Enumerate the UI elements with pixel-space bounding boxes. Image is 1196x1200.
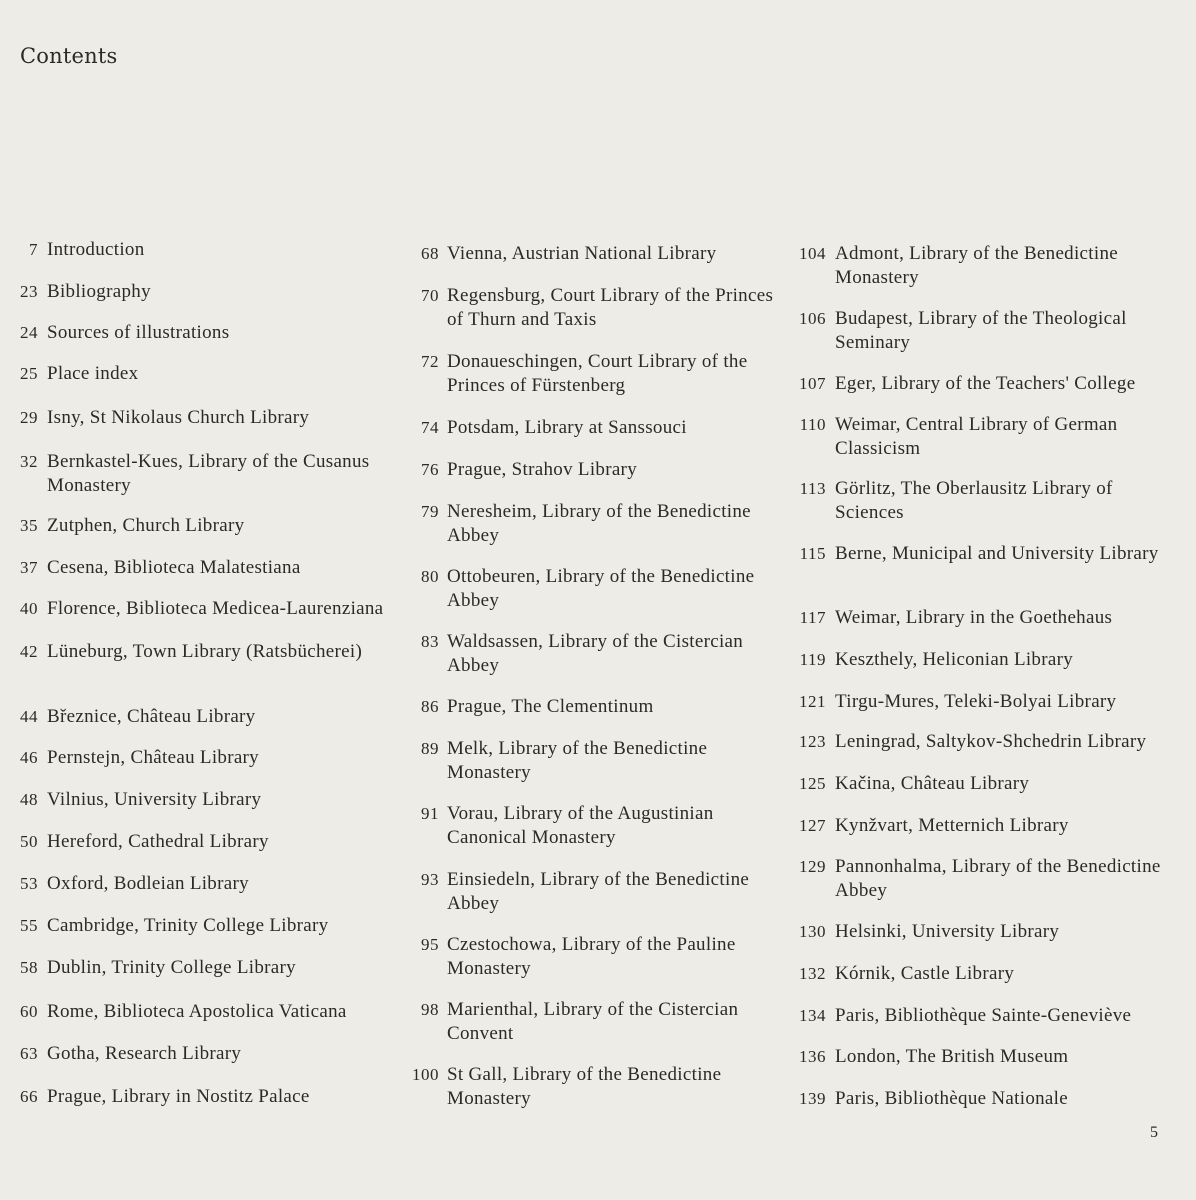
- toc-entry-title: Cambridge, Trinity College Library: [47, 915, 329, 936]
- toc-entry: [0, 1042, 395, 1066]
- toc-entry: [400, 416, 780, 440]
- toc-entry-title: Görlitz, The Oberlausitz Library of Sciences: [835, 478, 1113, 523]
- toc-entry-title: Isny, St Nikolaus Church Library: [47, 407, 310, 428]
- toc-entry: [0, 872, 395, 896]
- toc-page-number: 35: [20, 516, 38, 535]
- toc-page-number: 132: [799, 964, 826, 983]
- toc-entry: [400, 284, 780, 331]
- toc-entry-title: Melk, Library of the Benedictine Monastery: [447, 738, 708, 783]
- toc-entry-title: Tirgu-Mures, Teleki-Bolyai Library: [835, 691, 1117, 712]
- toc-page-number: 74: [421, 418, 439, 437]
- toc-entry-title: Donaueschingen, Court Library of the Princes of Fürstenberg: [447, 351, 748, 396]
- toc-entry-title: Prague, The Clementinum: [447, 696, 654, 717]
- toc-page-number: 76: [421, 460, 439, 479]
- toc-entry-title: Admont, Library of the Benedictine Monastery: [835, 243, 1118, 288]
- toc-page-number: 25: [20, 364, 38, 383]
- toc-page-number: 46: [20, 748, 38, 767]
- toc-page-number: 125: [799, 774, 826, 793]
- toc-page-number: 91: [421, 804, 439, 823]
- toc-entry: [788, 372, 1188, 396]
- toc-page-number: 44: [20, 707, 38, 726]
- toc-page-number: 42: [20, 642, 38, 661]
- toc-entry-title: Introduction: [47, 239, 145, 260]
- toc-page-number: 70: [421, 286, 439, 305]
- toc-entry: [400, 458, 780, 482]
- toc-entry: [788, 814, 1188, 838]
- toc-entry: [788, 542, 1188, 566]
- toc-entry: [788, 730, 1188, 754]
- toc-entry: [788, 772, 1188, 796]
- toc-entry: [788, 1087, 1188, 1111]
- toc-page-number: 32: [20, 452, 38, 471]
- toc-entry: [0, 705, 395, 729]
- toc-entry-title: Kynžvart, Metternich Library: [835, 815, 1069, 836]
- toc-page-number: 121: [799, 692, 826, 711]
- toc-entry-title: Weimar, Central Library of German Classicism: [835, 414, 1118, 459]
- toc-page-number: 117: [799, 608, 826, 627]
- toc-entry: [788, 413, 1188, 460]
- toc-entry: [400, 500, 780, 547]
- toc-page-number: 48: [20, 790, 38, 809]
- toc-page-number: 86: [421, 697, 439, 716]
- toc-entry: [788, 920, 1188, 944]
- toc-entry-title: Dublin, Trinity College Library: [47, 957, 296, 978]
- toc-entry-title: Leningrad, Saltykov-Shchedrin Library: [835, 731, 1147, 752]
- toc-entry: [788, 307, 1188, 354]
- toc-entry-title: Florence, Biblioteca Medicea-Laurenziana: [47, 598, 384, 619]
- toc-page-number: 37: [20, 558, 38, 577]
- toc-page-number: 60: [20, 1002, 38, 1021]
- toc-entry: [788, 606, 1188, 630]
- toc-entry: [400, 998, 780, 1045]
- toc-page-number: 80: [421, 567, 439, 586]
- toc-entry-title: Vilnius, University Library: [47, 789, 262, 810]
- toc-page-number: 104: [799, 244, 826, 263]
- toc-entry: [400, 737, 780, 784]
- toc-entry: [400, 802, 780, 849]
- toc-entry-title: Vorau, Library of the Augustinian Canonical Monastery: [447, 803, 714, 848]
- toc-entry-title: Cesena, Biblioteca Malatestiana: [47, 557, 301, 578]
- toc-page-number: 134: [799, 1006, 826, 1025]
- toc-page-number: 127: [799, 816, 826, 835]
- page-title: Contents: [20, 44, 118, 68]
- toc-page-number: 23: [20, 282, 38, 301]
- toc-entry: [400, 630, 780, 677]
- toc-entry: [0, 597, 395, 621]
- toc-entry-title: Berne, Municipal and University Library: [835, 543, 1159, 564]
- toc-page-number: 40: [20, 599, 38, 618]
- toc-entry: [400, 565, 780, 612]
- toc-entry-title: Budapest, Library of the Theological Seminary: [835, 308, 1127, 353]
- toc-page-number: 95: [421, 935, 439, 954]
- toc-entry-title: Pannonhalma, Library of the Benedictine Abbey: [835, 856, 1161, 901]
- page-number: 5: [1150, 1124, 1158, 1141]
- toc-entry-title: Paris, Bibliothèque Nationale: [835, 1088, 1068, 1109]
- toc-entry-title: Březnice, Château Library: [47, 706, 256, 727]
- toc-entry: [400, 868, 780, 915]
- toc-entry: [0, 746, 395, 770]
- toc-entry: [0, 830, 395, 854]
- toc-entry-title: Place index: [47, 363, 139, 384]
- toc-page-number: 110: [799, 415, 826, 434]
- toc-entry-title: Rome, Biblioteca Apostolica Vaticana: [47, 1001, 347, 1022]
- toc-page-number: 136: [799, 1047, 826, 1066]
- toc-entry: [0, 406, 395, 430]
- toc-entry: [0, 321, 395, 345]
- toc-entry-title: Vienna, Austrian National Library: [447, 243, 717, 264]
- toc-page-number: 139: [799, 1089, 826, 1108]
- toc-entry-title: Bernkastel-Kues, Library of the Cusanus Monastery: [47, 451, 370, 496]
- toc-entry: [0, 556, 395, 580]
- toc-page-number: 7: [29, 240, 38, 259]
- toc-page-number: 100: [412, 1065, 439, 1084]
- toc-entry-title: Zutphen, Church Library: [47, 515, 245, 536]
- toc-entry-title: London, The British Museum: [835, 1046, 1069, 1067]
- toc-entry: [788, 1045, 1188, 1069]
- toc-entry: [788, 855, 1188, 902]
- toc-entry-title: Keszthely, Heliconian Library: [835, 649, 1074, 670]
- toc-page-number: 107: [799, 374, 826, 393]
- toc-entry-title: Waldsassen, Library of the Cistercian Abbey: [447, 631, 744, 676]
- toc-page-number: 66: [20, 1087, 38, 1106]
- toc-entry: [400, 695, 780, 719]
- toc-entry: [0, 1000, 395, 1024]
- toc-page-number: 63: [20, 1044, 38, 1063]
- toc-entry: [0, 362, 395, 386]
- toc-entry-title: Paris, Bibliothèque Sainte-Geneviève: [835, 1005, 1132, 1026]
- toc-entry: [400, 933, 780, 980]
- toc-entry-title: Kačina, Château Library: [835, 773, 1030, 794]
- toc-entry-title: Ottobeuren, Library of the Benedictine Abbey: [447, 566, 755, 611]
- toc-page-number: 98: [421, 1000, 439, 1019]
- toc-page-number: 58: [20, 958, 38, 977]
- toc-entry: [400, 242, 780, 266]
- toc-page-number: 55: [20, 916, 38, 935]
- toc-page-number: 119: [799, 650, 826, 669]
- toc-page-number: 24: [20, 323, 38, 342]
- toc-entry: [400, 1063, 780, 1110]
- toc-entry: [788, 648, 1188, 672]
- toc-page-number: 129: [799, 857, 826, 876]
- toc-page-number: 29: [20, 408, 38, 427]
- toc-entry-title: Einsiedeln, Library of the Benedictine Abbey: [447, 869, 750, 914]
- toc-entry: [0, 640, 395, 664]
- toc-page-number: 113: [799, 479, 826, 498]
- toc-page-number: 130: [799, 922, 826, 941]
- toc-entry: [788, 690, 1188, 714]
- toc-entry-title: Oxford, Bodleian Library: [47, 873, 249, 894]
- toc-page-number: 53: [20, 874, 38, 893]
- toc-entry-title: Gotha, Research Library: [47, 1043, 242, 1064]
- toc-entry-title: Neresheim, Library of the Benedictine Abbey: [447, 501, 751, 546]
- toc-entry-title: Prague, Strahov Library: [447, 459, 637, 480]
- toc-entry: [788, 962, 1188, 986]
- toc-entry-title: Helsinki, University Library: [835, 921, 1060, 942]
- toc-entry: [0, 788, 395, 812]
- toc-entry-title: Potsdam, Library at Sanssouci: [447, 417, 687, 438]
- toc-entry-title: Czestochowa, Library of the Pauline Monastery: [447, 934, 736, 979]
- toc-page-number: 50: [20, 832, 38, 851]
- toc-entry: [0, 914, 395, 938]
- toc-entry: [0, 280, 395, 304]
- toc-entry: [0, 956, 395, 980]
- toc-entry-title: Eger, Library of the Teachers' College: [835, 373, 1136, 394]
- toc-entry-title: Marienthal, Library of the Cistercian Convent: [447, 999, 739, 1044]
- toc-entry: [0, 514, 395, 538]
- toc-entry-title: Weimar, Library in the Goethehaus: [835, 607, 1113, 628]
- toc-entry: [0, 450, 395, 497]
- toc-entry-title: St Gall, Library of the Benedictine Monastery: [447, 1064, 722, 1109]
- toc-entry-title: Hereford, Cathedral Library: [47, 831, 269, 852]
- toc-entry-title: Lüneburg, Town Library (Ratsbücherei): [47, 641, 363, 662]
- toc-entry: [0, 1085, 395, 1109]
- toc-entry: [400, 350, 780, 397]
- toc-entry-title: Sources of illustrations: [47, 322, 230, 343]
- toc-page-number: 72: [421, 352, 439, 371]
- toc-entry-title: Prague, Library in Nostitz Palace: [47, 1086, 310, 1107]
- toc-page-number: 83: [421, 632, 439, 651]
- toc-entry-title: Kórnik, Castle Library: [835, 963, 1015, 984]
- toc-entry: [0, 238, 395, 262]
- toc-entry: [788, 477, 1188, 524]
- toc-page-number: 68: [421, 244, 439, 263]
- toc-page-number: 79: [421, 502, 439, 521]
- toc-page-number: 89: [421, 739, 439, 758]
- toc-entry-title: Regensburg, Court Library of the Princes of Thurn and Taxis: [447, 285, 774, 330]
- toc-entry: [788, 242, 1188, 289]
- toc-entry-title: Bibliography: [47, 281, 151, 302]
- toc-page-number: 93: [421, 870, 439, 889]
- toc-page-number: 123: [799, 732, 826, 751]
- toc-page-number: 106: [799, 309, 826, 328]
- toc-entry-title: Pernstejn, Château Library: [47, 747, 259, 768]
- toc-page-number: 115: [799, 544, 826, 563]
- toc-entry: [788, 1004, 1188, 1028]
